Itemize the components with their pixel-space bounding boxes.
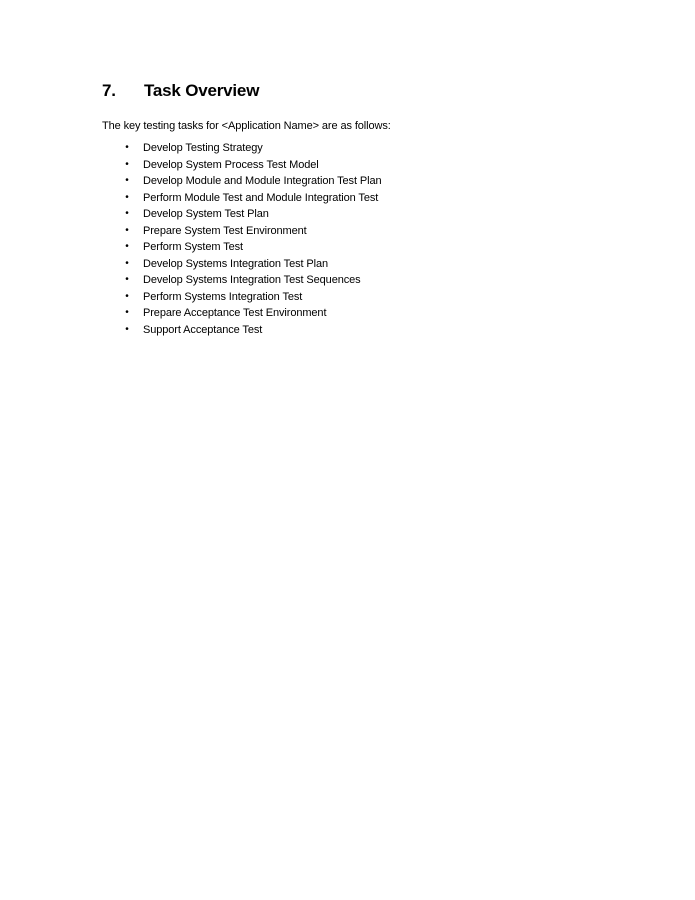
bullet-icon: • [125, 208, 129, 219]
task-label: Perform System Test [143, 241, 243, 253]
task-label: Develop System Test Plan [143, 208, 269, 220]
task-label: Develop System Process Test Model [143, 158, 319, 171]
bullet-icon: • [125, 175, 129, 186]
task-label: Perform Module Test and Module Integration Test [143, 191, 379, 204]
bullet-icon: • [125, 224, 129, 236]
bullet-icon: • [125, 257, 129, 269]
bullet-icon: • [125, 274, 129, 285]
task-label: Develop Systems Integration Test Sequences [143, 274, 361, 286]
section-heading [102, 81, 259, 101]
section-title: Task Overview [144, 81, 260, 100]
bullet-icon: • [125, 142, 129, 153]
task-label: Develop Systems Integration Test Plan [143, 257, 329, 270]
bullet-icon: • [125, 323, 129, 335]
bullet-icon: • [125, 241, 129, 252]
task-label: Prepare System Test Environment [143, 224, 307, 237]
task-label: Perform Systems Integration Test [143, 290, 303, 303]
intro-paragraph: The key testing tasks for <Application Name> are as follows: [102, 120, 391, 132]
bullet-icon: • [125, 191, 129, 203]
task-label: Develop Module and Module Integration Test Plan [143, 175, 382, 187]
section-number: 7. [102, 81, 116, 100]
task-label: Prepare Acceptance Test Environment [143, 307, 327, 319]
task-label: Develop Testing Strategy [143, 142, 263, 154]
task-label: Support Acceptance Test [143, 323, 263, 336]
bullet-icon: • [125, 158, 129, 170]
bullet-icon: • [125, 290, 129, 302]
bullet-icon: • [125, 307, 129, 318]
